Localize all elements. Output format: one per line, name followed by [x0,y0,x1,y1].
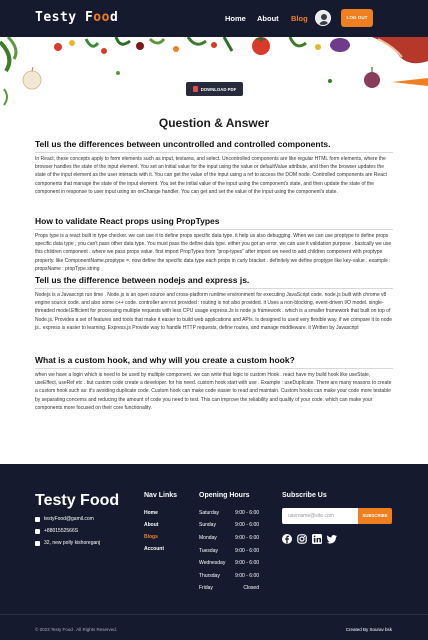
qa-answer: Props type is a react built in type checker. we can use it to define props specific data type. it help us also debugging. When we can use proptype to define props specific data type , you can't pass other data type. You must pass the define data type. either you got an error. we can use it validation purpose . basically we use this children component . where we pass props value. first import PropTypes from "prop-types" after import we need to add children component with proptype property. like ComponentName.proptype =. now define the specific data type each props in curly bracket . definitely we define proptype like key-value . example : propsName : propType.string [35,233,392,272]
qa-question: Tell us the differences between uncontrolled and controlled components. [35,139,331,149]
instagram-icon[interactable] [297,534,307,544]
divider [35,288,393,289]
footer-phone: +8801552566S [35,528,78,534]
twitter-icon[interactable] [327,534,337,544]
logout-button[interactable]: LOG OUT [341,9,373,27]
qa-answer: In React, these concepts apply to form elements such as input, textarea, and select. Uncontrolled components are like regular HTML form elements, where the browser handles the state of the input element. You set an initial value for the input using the value or defaultValue attribute, and then the browser updates the state of the input element as the user interacts with it. You can get the value of the input using a ref to access the DOM node. Controlled components are React components that manage the state of the input element. You set the initial value of the input using the component's state, and then update the state of the component in response to user input using an onChange handler. You can get and set the value of the input using the component's state. [35,156,387,195]
envelope-icon [35,517,40,522]
footer: Testy Food testyFood@gamil.com +8801552566S 32, new polly kishoreganj Nav Links Home About Blogs Account Opening Hours Saturday 9:00 - 6:00 Sunday 9:00 - 6:00 Monday 9:00 - 6:00 Tuesday 9:00 - 6:00 Wednesday 9:00 - 6:00 Thursday 9:00 - 6:00 Friday Closed Subscribe Us username@site.com SUBSCRIBE © 2023 Testy Food . All Rights Reserved. Created By Sourav bsk [0,464,428,640]
avatar-body [319,21,329,26]
qa-item [35,139,393,196]
brand-logo[interactable]: Testy Food [35,10,119,25]
footer-link-about[interactable]: About [144,522,159,528]
page-title: Question & Answer [158,116,270,130]
map-pin-icon [35,541,40,546]
navbar [0,0,428,37]
qa-item [35,216,393,273]
footer-email: testyFood@gamil.com [35,516,94,522]
download-pdf-label: DOWNLOAD PDF [200,86,237,92]
footer-link-account[interactable]: Account [144,546,164,552]
copyright-text: © 2023 Testy Food . All Rights Reserved. [35,627,118,632]
subscribe-title: Subscribe Us [282,492,327,499]
footer-divider [0,614,428,615]
phone-icon [35,529,40,534]
facebook-icon[interactable] [282,534,292,544]
subscribe-email-input[interactable]: username@site.com [282,508,358,524]
subscribe-button[interactable]: SUBSCRIBE [358,508,392,524]
avatar[interactable] [315,10,331,26]
nav-blog-link[interactable]: Blog [291,14,308,23]
linkedin-icon[interactable] [312,534,322,544]
footer-link-home[interactable]: Home [144,510,158,516]
footer-brand: Testy Food [35,492,120,509]
hero-banner [0,37,428,122]
footer-link-blogs[interactable]: Blogs [144,534,158,540]
qa-question: Tell us the difference between nodejs and express js. [35,275,250,285]
nav-links-title: Nav Links [144,492,178,499]
footer-address: 32, new polly kishoreganj [35,540,100,546]
download-pdf-button[interactable] [186,82,243,96]
divider [35,229,393,230]
nav-home-link[interactable]: Home [225,14,246,23]
qa-item [35,355,393,412]
avatar-head [321,14,327,20]
qa-question: What is a custom hook, and why will you create a custom hook? [35,355,295,365]
vegetables-illustration [0,37,428,122]
divider [35,368,393,369]
nav-about-link[interactable]: About [257,14,279,23]
qa-answer: when we have a login which is need to be used by multiple component. we can write that logic to custom Hook . react have my build hook like useState, useEffect, useRef etc . but custom code create a developer. for his need. custom hook start with use . Example : useDuplicate. There are many reasons to create a custom hook such as: it's avoiding duplicate code. Custom hook can make code easier to read and maintain. Custom hooks can make your code more testable by separating concerns and reducing the amount of code you need to test. This can improve the reliability and quality of your code. which can make your components more focused on their core functionality. [35,372,392,411]
opening-hours-title: Opening Hours [199,492,250,499]
pdf-icon [193,86,198,92]
qa-question: How to validate React props using PropTypes [35,216,220,226]
qa-answer: Nodejs is a Javascript run time . Node.js is an open source and cross-platform runtime environment for executing JavaScript code. node.js built with chrome v8 engine source code. and also some c++ code. controller are not provided : routing is not also provided. it Uses a non-blocking, event-driven I/O model. single-threaded model.Efficient for processing multiple requests with less CPU usage express.Js is node js framework . which is a smaller framework that built on top of Node.js. Provides a set of features and tools that make it easier to build web applications and APIs. is designed to used very flexible way. if we compare it to node js.. express is easier to learning. Express.js Provide way to handle HTTP requests, define routes, and manage middleware. it Written by Javascript [35,292,393,331]
credit-text: Created By Sourav bsk [345,627,392,632]
divider [35,152,393,153]
qa-item [35,275,393,332]
